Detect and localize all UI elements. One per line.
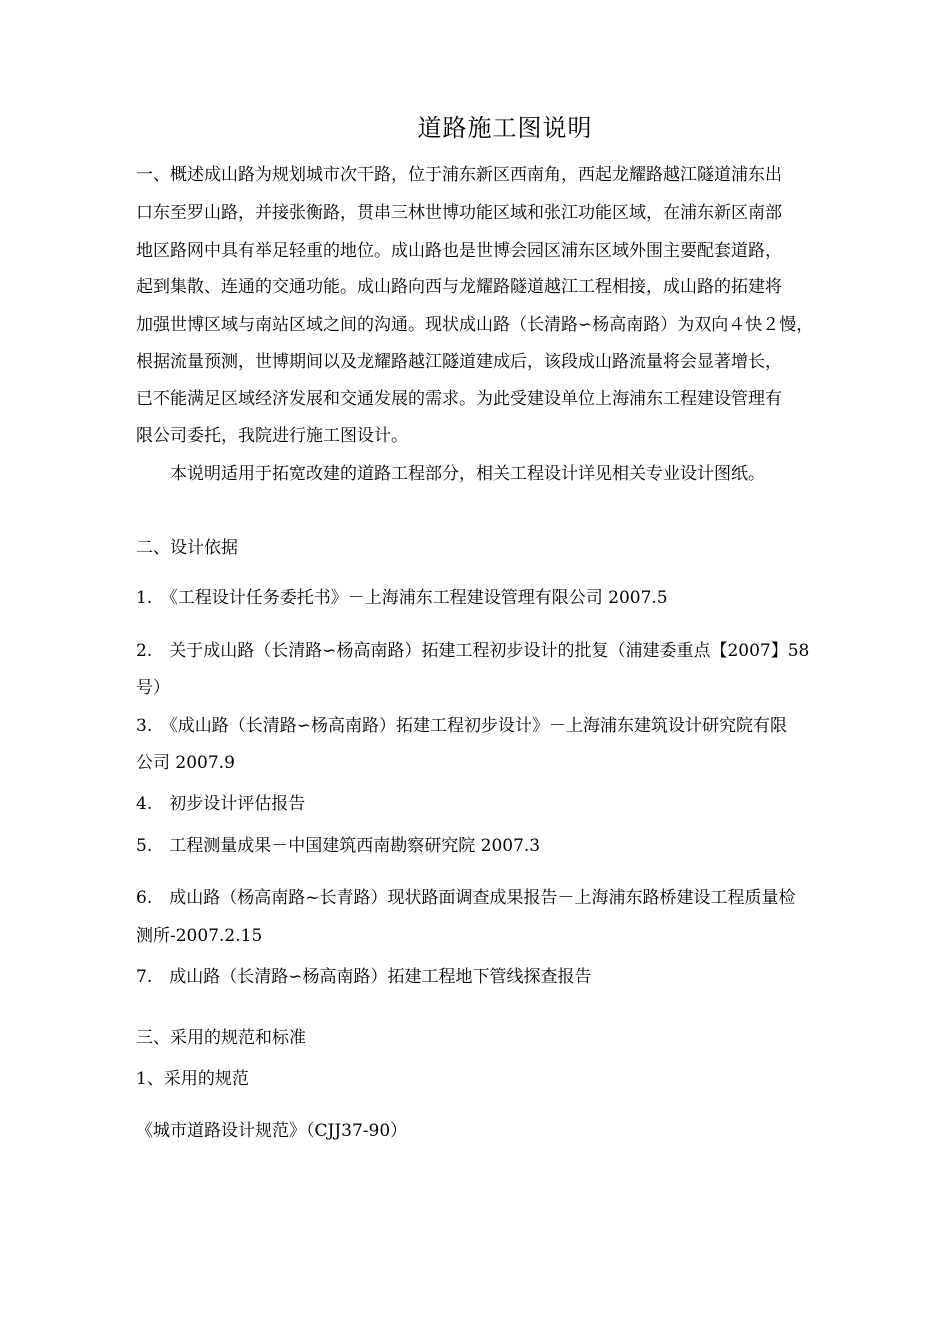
overview-line-6: 根据流量预测，世博期间以及龙耀路越江隧道建成后，该段成山路流量将会显著增长， <box>136 352 782 372</box>
basis-item-5: 5. 工程测量成果－中国建筑西南勘察研究院 2007.3 <box>136 836 541 856</box>
basis-item-3: 3. 《成山路（长清路∽杨高南路）拓建工程初步设计》－上海浦东建筑设计研究院有限 <box>136 716 787 736</box>
overview-line-2: 口东至罗山路，并接张衡路，贯串三林世博功能区域和张江功能区域，在浦东新区南部 <box>136 203 782 223</box>
basis-item-2: 2. 关于成山路（长清路∽杨高南路）拓建工程初步设计的批复（浦建委重点【2007】58 <box>136 641 810 661</box>
section-3-heading: 三、采用的规范和标准 <box>136 1028 306 1048</box>
overview-line-1: 一、概述成山路为规划城市次干路，位于浦东新区西南角，西起龙耀路越江隧道浦东出 <box>136 165 782 185</box>
section-2-heading: 二、设计依据 <box>136 538 238 558</box>
overview-line-4: 起到集散、连通的交通功能。成山路向西与龙耀路隧道越江工程相接，成山路的拓建将 <box>136 277 782 297</box>
basis-item-6: 6. 成山路（杨高南路~长青路）现状路面调查成果报告－上海浦东路桥建设工程质量检 <box>136 888 796 908</box>
scope-line: 本说明适用于拓宽改建的道路工程部分，相关工程设计详见相关专业设计图纸。 <box>170 464 765 484</box>
overview-line-8: 限公司委托，我院进行施工图设计。 <box>136 426 408 446</box>
section-3-subheading: 1、采用的规范 <box>136 1069 249 1089</box>
basis-item-6-cont: 测所-2007.2.15 <box>136 926 263 946</box>
overview-line-7: 已不能满足区域经济发展和交通发展的需求。为此受建设单位上海浦东工程建设管理有 <box>136 389 782 409</box>
basis-item-4: 4. 初步设计评估报告 <box>136 794 306 814</box>
basis-item-7: 7. 成山路（长清路∽杨高南路）拓建工程地下管线探查报告 <box>136 967 592 987</box>
standard-item: 《城市道路设计规范》（CJJ37-90） <box>136 1121 408 1141</box>
document-title: 道路施工图说明 <box>417 114 593 142</box>
basis-item-2-cont: 号） <box>136 678 170 698</box>
overview-line-3: 地区路网中具有举足轻重的地位。成山路也是世博会园区浦东区域外围主要配套道路， <box>136 241 782 261</box>
overview-line-5: 加强世博区域与南站区域之间的沟通。现状成山路（长清路∽杨高南路）为双向４快２慢， <box>136 315 814 335</box>
basis-item-3-cont: 公司 2007.9 <box>136 753 235 773</box>
basis-item-1: 1. 《工程设计任务委托书》－上海浦东工程建设管理有限公司 2007.5 <box>136 588 668 608</box>
